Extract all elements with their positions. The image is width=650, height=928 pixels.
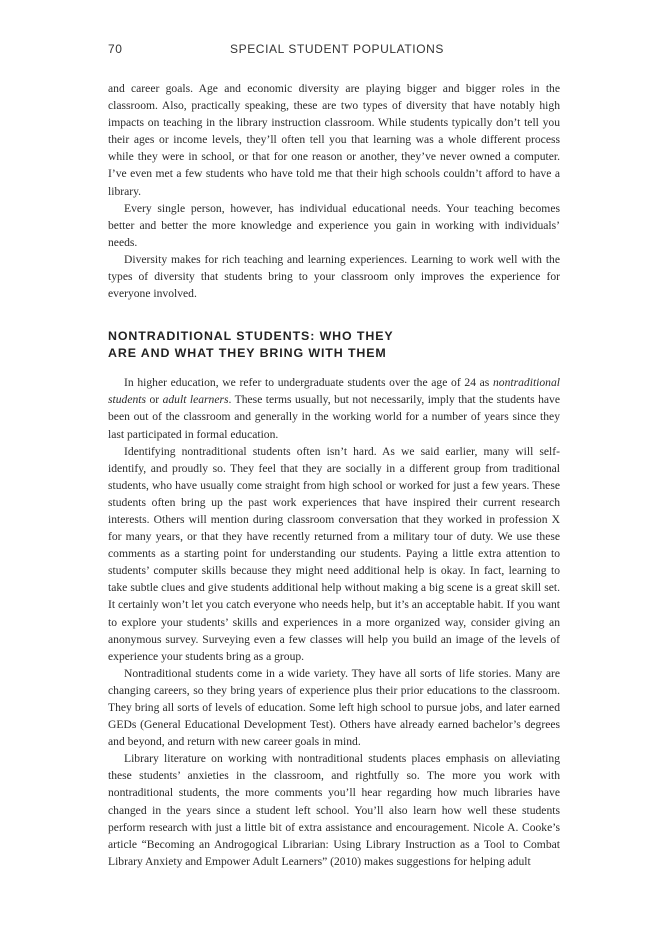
term-adult-learners: adult learners [162,393,229,407]
running-head [108,42,558,60]
section-paragraph-2: Identifying nontraditional students often isn’t hard. As we said earlier, many will self-identify, and proudly so. They feel that they are socially in a different group from traditional students, who have usually come straight from high school or worked for just a few years. These students often bring up the past work experiences that have inspired their current research interests. Others will mention during classroom conversation that they worked in profession X for many years, or that they have recently returned from a military tour of duty. We use these comments as a starting point for understanding our students. Paying a little extra attention to students’ computer skills because they might need additional help is okay. In fact, learning to take subtle clues and give students additional help without making a big scene is a great skill set. It certainly won’t let you catch everyone who needs help, but it’s an acceptable habit. If you want to explore your students’ skills and experiences in a more organized way, consider giving an anonymous survey. Surveying even a few classes will help you build an image of the levels of experience your students bring as a group. [108,444,560,663]
body-text [108,80,560,870]
section-paragraph-1 [108,374,560,442]
section-paragraph-1-end: . These terms usually, but not necessarily, imply that the students have been out of the classroom and generally in the working world for a number of years since they last participated in formal education. [108,393,560,441]
running-title: SPECIAL STUDENT POPULATIONS [230,42,445,56]
intro-paragraph-1: and career goals. Age and economic diversity are playing bigger and bigger roles in the classroom. Also, practically speaking, these are two types of diversity that have notably high impacts on teaching in the library instruction classroom. While students typically don’t tell you their ages or income levels, they’ll often tell you that learning was a whole different process while they were in school, or that for one reason or another, they’ve never owned a computer. I’ve even met a few students who have told me that their high schools couldn’t afford to have a library. [108,82,560,198]
section-paragraph-1-start: In higher education, we refer to undergraduate students over the age of 24 as [124,376,493,390]
section-paragraph-3: Nontraditional students come in a wide variety. They have all sorts of life stories. Many are changing careers, so they bring years of experience plus their prior educations to the classroom. They bring all sorts of levels of education. Some left high school to pursue jobs, and later earned GEDs (General Educational Development Test). Others have already earned bachelor’s degrees and beyond, and return with new career goals in mind. [108,666,560,749]
intro-paragraph-2: Every single person, however, has individual educational needs. Your teaching becomes better and better the more knowledge and experience you gain in working with individuals’ needs. [108,201,560,249]
section-heading [108,328,560,362]
section-heading-line-1: NONTRADITIONAL STUDENTS: WHO THEY [108,329,394,344]
section-heading-line-2: ARE AND WHAT THEY BRING WITH THEM [108,346,387,361]
page-number: 70 [108,42,123,56]
term-nontraditional-students: nontraditional students [108,376,560,407]
intro-paragraph-3: Diversity makes for rich teaching and learning experiences. Learning to work well with the types of diversity that students bring to your classroom only improves the experience for everyone involved. [108,252,560,301]
section-paragraph-4: Library literature on working with nontraditional students places emphasis on alleviating these students’ anxieties in the classroom, and rightfully so. The more you work with nontraditional students, the more comments you’ll hear regarding how much libraries have changed in the years since a student left school. You’ll also learn how well these students perform research with just a little bit of extra assistance and encouragement. Nicole A. Cooke’s article “Becoming an Androgogical Librarian: Using Library Instruction as a Tool to Combat Library Anxiety and Empower Adult Learners” (2010) makes suggestions for helping adult [108,752,560,868]
section-paragraph-1-or: or [146,393,163,407]
